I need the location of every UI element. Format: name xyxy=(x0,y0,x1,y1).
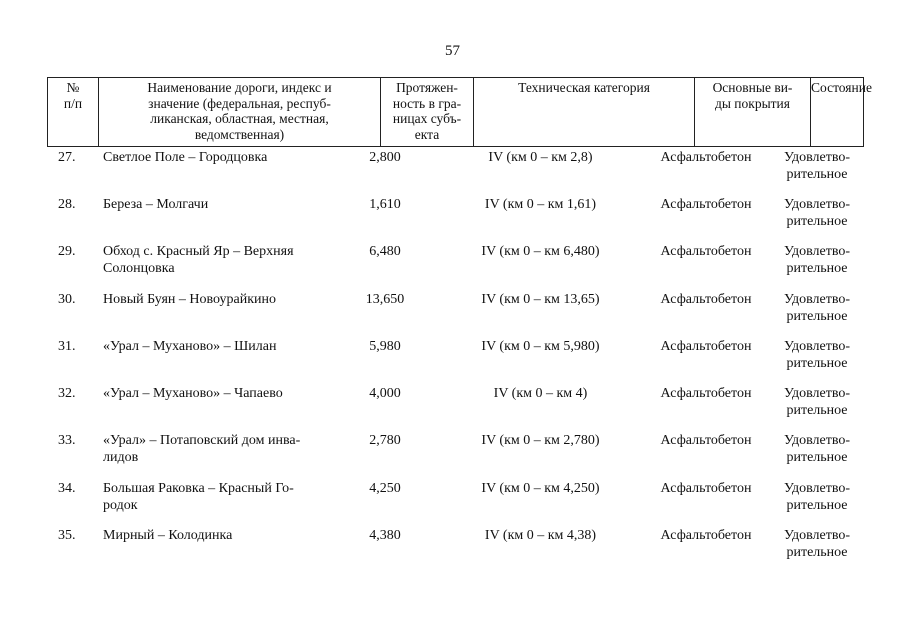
coverage-type: Асфальтобетон xyxy=(660,197,752,212)
row-number: 34. xyxy=(58,481,76,496)
road-name xyxy=(103,196,333,213)
header-category xyxy=(474,78,694,146)
road-name xyxy=(103,291,333,308)
road-state xyxy=(770,385,864,419)
road-name xyxy=(103,338,333,355)
road-state-line: рительное xyxy=(786,403,848,418)
road-state xyxy=(770,527,864,561)
road-state-line: Удовлетво- xyxy=(784,244,850,259)
header-name-line: значение (федеральная, респуб- xyxy=(148,95,331,111)
coverage-type: Асфальтобетон xyxy=(660,528,752,543)
road-state-line: рительное xyxy=(786,498,848,513)
road-name xyxy=(103,527,333,544)
road-state-line: рительное xyxy=(786,356,848,371)
road-state-line: рительное xyxy=(786,309,848,324)
road-name-line: Обход с. Красный Яр – Верхняя xyxy=(103,244,294,259)
road-name-line: Солонцовка xyxy=(103,261,175,276)
coverage-type: Асфальтобетон xyxy=(660,339,752,354)
header-name-line: ликанская, областная, местная, xyxy=(150,111,329,126)
technical-category: IV (км 0 – км 6,480) xyxy=(481,244,600,259)
road-name xyxy=(103,432,333,466)
page-number: 57 xyxy=(445,43,460,59)
road-state-line: Удовлетво- xyxy=(784,292,850,307)
road-state-line: Удовлетво- xyxy=(784,481,850,496)
road-length: 1,610 xyxy=(369,197,401,212)
row-number: 31. xyxy=(58,339,76,354)
table-row xyxy=(0,385,905,433)
road-name-line: «Урал – Муханово» – Шилан xyxy=(103,339,277,354)
road-length: 13,650 xyxy=(365,292,405,307)
header-num-line: п/п xyxy=(63,95,83,111)
header-category-line: Техническая категория xyxy=(518,80,650,95)
road-name-line: родок xyxy=(103,498,138,513)
header-num xyxy=(48,78,98,146)
header-coverage xyxy=(695,78,810,146)
header-state-label xyxy=(811,78,872,146)
table-row xyxy=(0,432,905,480)
header-name-line: ведомственная) xyxy=(194,126,285,142)
header-length xyxy=(381,78,473,146)
road-name-line: лидов xyxy=(103,450,139,465)
road-name xyxy=(103,243,333,277)
table-row xyxy=(0,527,905,575)
header-num-line: № xyxy=(66,80,80,95)
header-length-line: ницах субъ- xyxy=(392,111,462,126)
road-state-line: Удовлетво- xyxy=(784,339,850,354)
table-row xyxy=(0,243,905,291)
road-length: 5,980 xyxy=(369,339,401,354)
technical-category: IV (км 0 – км 13,65) xyxy=(481,292,600,307)
road-name-line: «Урал» – Потаповский дом инва- xyxy=(103,433,301,448)
row-number: 35. xyxy=(58,528,76,543)
road-state xyxy=(770,291,864,325)
road-state xyxy=(770,338,864,372)
road-name-line: Мирный – Колодинка xyxy=(103,528,233,543)
table-row xyxy=(0,480,905,528)
header-coverage-line: ды покрытия xyxy=(714,95,790,111)
header-coverage-line: Основные ви- xyxy=(712,80,793,95)
row-number: 29. xyxy=(58,244,76,259)
coverage-type: Асфальтобетон xyxy=(660,386,752,401)
road-length: 4,380 xyxy=(369,528,401,543)
header-state-text: Состояние xyxy=(811,80,872,95)
row-number: 32. xyxy=(58,386,76,401)
header-road-name xyxy=(99,78,380,146)
road-state-line: Удовлетво- xyxy=(784,197,850,212)
table-row xyxy=(0,291,905,339)
road-state xyxy=(770,149,864,183)
road-state-line: Удовлетво- xyxy=(784,386,850,401)
coverage-type: Асфальтобетон xyxy=(660,150,752,165)
coverage-type: Асфальтобетон xyxy=(660,433,752,448)
coverage-type: Асфальтобетон xyxy=(660,481,752,496)
road-length: 2,800 xyxy=(369,150,401,165)
technical-category: IV (км 0 – км 2,8) xyxy=(488,150,593,165)
road-state xyxy=(770,480,864,514)
road-state-line: Удовлетво- xyxy=(784,528,850,543)
road-name-line: Новый Буян – Новоурайкино xyxy=(103,292,276,307)
road-state-line: Удовлетво- xyxy=(784,433,850,448)
technical-category: IV (км 0 – км 4,250) xyxy=(481,481,600,496)
technical-category: IV (км 0 – км 4,38) xyxy=(484,528,597,543)
road-state-line: рительное xyxy=(786,214,848,229)
technical-category: IV (км 0 – км 1,61) xyxy=(484,197,597,212)
technical-category: IV (км 0 – км 5,980) xyxy=(481,339,600,354)
road-length: 4,000 xyxy=(369,386,401,401)
row-number: 33. xyxy=(58,433,76,448)
road-name-line: «Урал – Муханово» – Чапаево xyxy=(103,386,283,401)
technical-category: IV (км 0 – км 4) xyxy=(493,386,588,401)
technical-category: IV (км 0 – км 2,780) xyxy=(481,433,600,448)
road-state xyxy=(770,432,864,466)
road-name-line: Большая Раковка – Красный Го- xyxy=(103,481,294,496)
road-name xyxy=(103,480,333,514)
row-number: 27. xyxy=(58,150,76,165)
table-header xyxy=(47,77,872,147)
road-state-line: Удовлетво- xyxy=(784,150,850,165)
table-row xyxy=(0,338,905,386)
header-length-line: Протяжен- xyxy=(396,80,458,95)
road-state xyxy=(770,243,864,277)
header-name-line: Наименование дороги, индекс и xyxy=(147,80,332,95)
row-number: 28. xyxy=(58,197,76,212)
road-length: 6,480 xyxy=(369,244,401,259)
road-state-line: рительное xyxy=(786,450,848,465)
header-length-line: ность в гра- xyxy=(392,95,462,111)
road-state-line: рительное xyxy=(786,545,848,560)
table-row xyxy=(0,196,905,244)
road-name xyxy=(103,385,333,402)
header-length-line: екта xyxy=(414,126,440,142)
table-row xyxy=(0,149,905,197)
road-name-line: Светлое Поле – Городцовка xyxy=(103,150,268,165)
coverage-type: Асфальтобетон xyxy=(660,244,752,259)
row-number: 30. xyxy=(58,292,76,307)
road-length: 2,780 xyxy=(369,433,401,448)
road-name xyxy=(103,149,333,166)
road-length: 4,250 xyxy=(369,481,401,496)
road-state xyxy=(770,196,864,230)
road-state-line: рительное xyxy=(786,261,848,276)
road-name-line: Береза – Молгачи xyxy=(103,197,209,212)
coverage-type: Асфальтобетон xyxy=(660,292,752,307)
road-state-line: рительное xyxy=(786,167,848,182)
